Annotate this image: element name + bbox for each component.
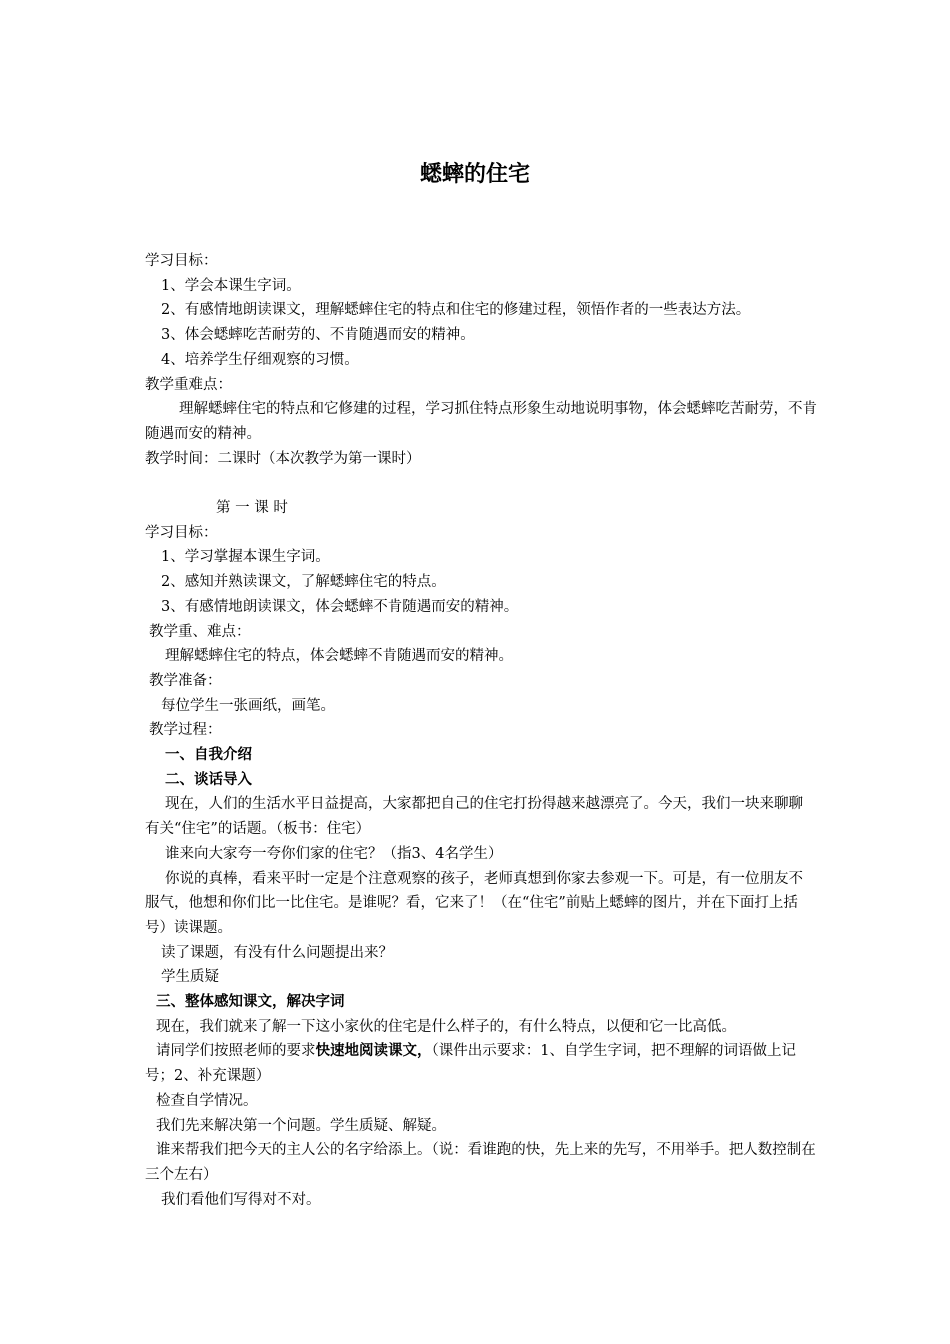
paragraph: 现在，人们的生活水平日益提高，大家都把自己的住宅打扮得越来越漂亮了。今天，我们一块来聊聊有关“住宅”的话题。（板书：住宅） <box>145 796 803 838</box>
list-item: 2、感知并熟读课文，了解蟋蟀住宅的特点。 <box>161 574 446 591</box>
paragraph-text: （课件出示要求：1、自学生字词，把不理解的词语做上记号；2、补充课题） <box>145 1043 796 1085</box>
section-heading: 教学过程： <box>149 722 222 739</box>
paragraph-text: 请同学们按照老师的要求 <box>156 1043 316 1060</box>
step-heading: 二、谈话导入 <box>165 770 252 788</box>
section-heading: 学习目标： <box>145 524 218 541</box>
step-heading: 三、整体感知课文，解决字词 <box>156 993 345 1011</box>
list-item: 1、学会本课生字词。 <box>161 277 301 294</box>
document-body <box>145 249 817 1212</box>
paragraph: 理解蟋蟀住宅的特点，体会蟋蟀不肯随遇而安的精神。 <box>165 648 513 665</box>
paragraph: 教学时间：二课时（本次教学为第一课时） <box>145 450 421 467</box>
paragraph: 读了课题，有没有什么问题提出来？ <box>161 944 393 961</box>
page-title: 蟋蟀的住宅 <box>419 162 530 187</box>
section-heading: 教学准备： <box>149 672 222 689</box>
list-item: 3、有感情地朗读课文，体会蟋蟀不肯随遇而安的精神。 <box>161 598 519 615</box>
step-heading: 一、自我介绍 <box>165 746 252 764</box>
section-heading: 学习目标： <box>145 253 218 269</box>
paragraph: 你说的真棒，看来平时一定是个注意观察的孩子，老师真想到你家去参观一下。可是，有一位朋友不服气，他想和你们比一比住宅。是谁呢？看，它来了！（在“住宅”前贴上蟋蟀的图片，并在下面打上括号）读课题。 <box>145 870 803 936</box>
paragraph: 现在，我们就来了解一下这小家伙的住宅是什么样子的，有什么特点，以便和它一比高低。 <box>156 1018 736 1035</box>
lesson-heading: 第 一 课 时 <box>216 500 288 517</box>
blank-line <box>145 471 817 496</box>
paragraph: 我们看他们写得对不对。 <box>161 1191 321 1208</box>
paragraph: 我们先来解决第一个问题。学生质疑、解疑。 <box>156 1117 446 1134</box>
paragraph: 学生质疑 <box>161 969 219 986</box>
list-item: 4、培养学生仔细观察的习惯。 <box>161 351 359 368</box>
list-item: 1、学习掌握本课生字词。 <box>161 549 330 566</box>
paragraph <box>145 1039 817 1088</box>
paragraph: 谁来向大家夸一夸你们家的住宅？（指3、4名学生） <box>165 845 503 862</box>
section-heading: 教学重难点： <box>145 376 232 393</box>
paragraph: 谁来帮我们把今天的主人公的名字给添上。（说：看谁跑的快，先上来的先写，不用举手。把人数控制在三个左右） <box>145 1142 816 1183</box>
emphasized-text: 快速地阅读课文， <box>315 1042 432 1060</box>
section-heading: 教学重、难点： <box>149 623 251 640</box>
paragraph: 检查自学情况。 <box>156 1092 258 1109</box>
paragraph: 每位学生一张画纸，画笔。 <box>161 697 335 714</box>
list-item: 3、体会蟋蟀吃苦耐劳的、不肯随遇而安的精神。 <box>161 327 475 344</box>
list-item: 2、有感情地朗读课文，理解蟋蟀住宅的特点和住宅的修建过程，领悟作者的一些表达方法。 <box>161 302 751 319</box>
paragraph: 理解蟋蟀住宅的特点和它修建的过程，学习抓住特点形象生动地说明事物，体会蟋蟀吃苦耐劳，不肯随遇而安的精神。 <box>145 401 817 442</box>
